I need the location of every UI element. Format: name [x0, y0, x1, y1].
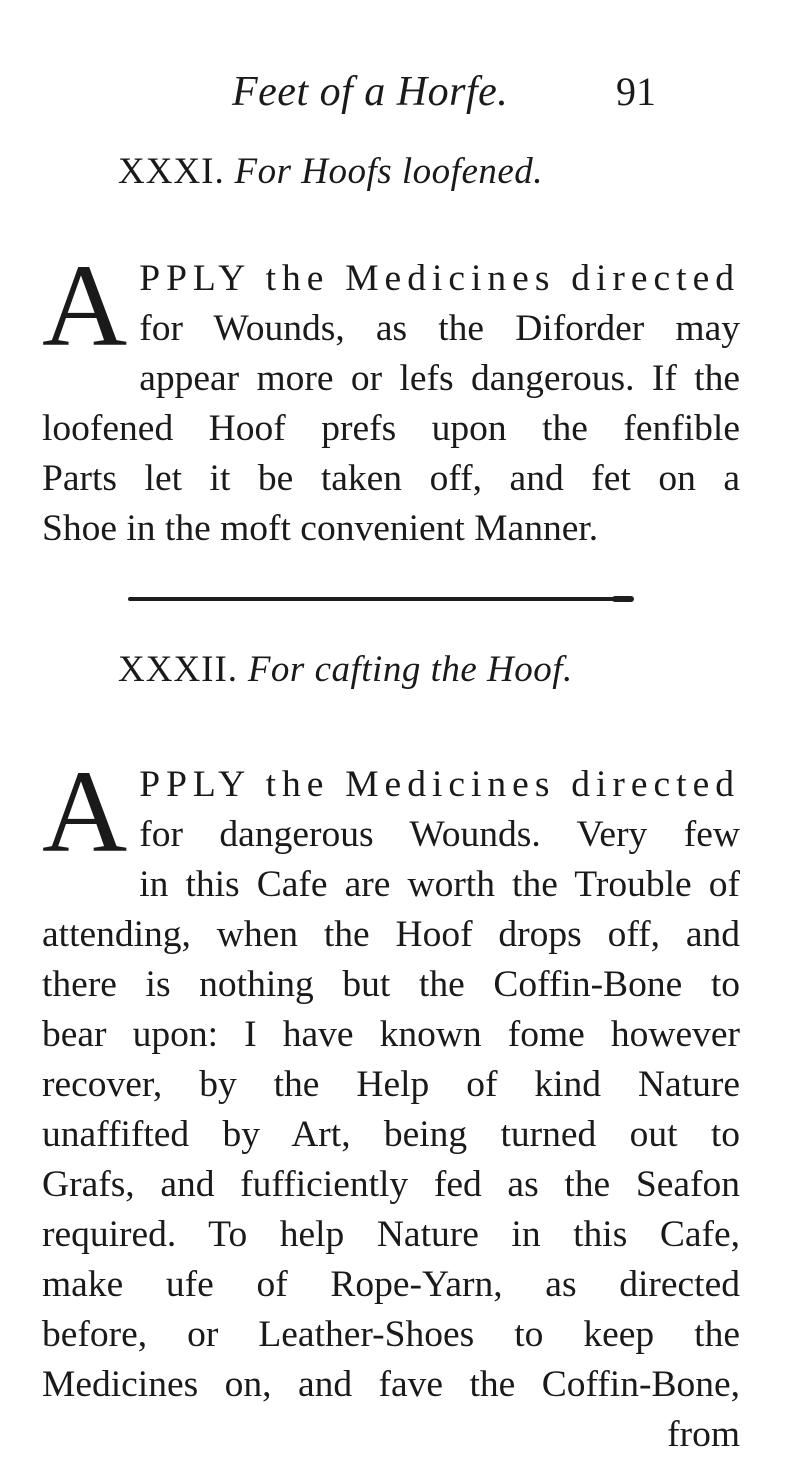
- catchword: from: [667, 1414, 740, 1455]
- section-title: For cafting the Hoof.: [247, 649, 573, 690]
- section-number: XXXI.: [118, 151, 225, 192]
- text-line: loofened Hoof prefs upon the fenfible: [42, 408, 740, 449]
- text-line: Parts let it be taken off, and fet on a: [42, 458, 740, 499]
- section-divider-rule: [128, 597, 624, 601]
- section-title: For Hoofs loofened.: [234, 151, 544, 192]
- text-line: there is nothing but the Coffin-Bone to: [42, 964, 740, 1005]
- text-line: recover, by the Help of kind Nature: [42, 1064, 740, 1105]
- text-line: in this Cafe are worth the Trouble of: [139, 864, 740, 905]
- text-line: required. To help Nature in this Cafe,: [42, 1214, 740, 1255]
- text-line: bear upon: I have known fome however: [42, 1014, 740, 1055]
- page-number: 91: [616, 69, 656, 114]
- text-line: appear more or lefs dangerous. If the: [139, 358, 740, 399]
- text-line: unaffifted by Art, being turned out to: [42, 1114, 740, 1155]
- running-head: [0, 68, 800, 118]
- text-line: for Wounds, as the Diforder may: [139, 308, 740, 349]
- text-line: before, or Leather-Shoes to keep the: [42, 1314, 740, 1355]
- section-number: XXXII.: [118, 649, 239, 690]
- text-line: PPLY the Medicines directed: [139, 258, 740, 299]
- running-head-title: Feet of a Horfe.: [232, 69, 509, 115]
- section-body-xxxii: [42, 746, 740, 1460]
- text-line: make ufe of Rope-Yarn, as directed: [42, 1264, 740, 1305]
- drop-cap: A: [42, 240, 128, 371]
- section-heading-xxxii: [0, 648, 800, 691]
- text-line: Medicines on, and fave the Coffin-Bone,: [42, 1364, 740, 1405]
- section-body-xxxi: [42, 240, 740, 554]
- text-line: Grafs, and fufficiently fed as the Seafon: [42, 1164, 740, 1205]
- text-line: for dangerous Wounds. Very few: [139, 814, 740, 855]
- text-line: Shoe in the moft convenient Manner.: [42, 508, 599, 549]
- drop-cap: A: [42, 746, 128, 877]
- section-divider-ornament: [612, 596, 634, 602]
- section-heading-xxxi: [0, 150, 800, 193]
- text-line: attending, when the Hoof drops off, and: [42, 914, 740, 955]
- text-line: PPLY the Medicines directed: [139, 764, 740, 805]
